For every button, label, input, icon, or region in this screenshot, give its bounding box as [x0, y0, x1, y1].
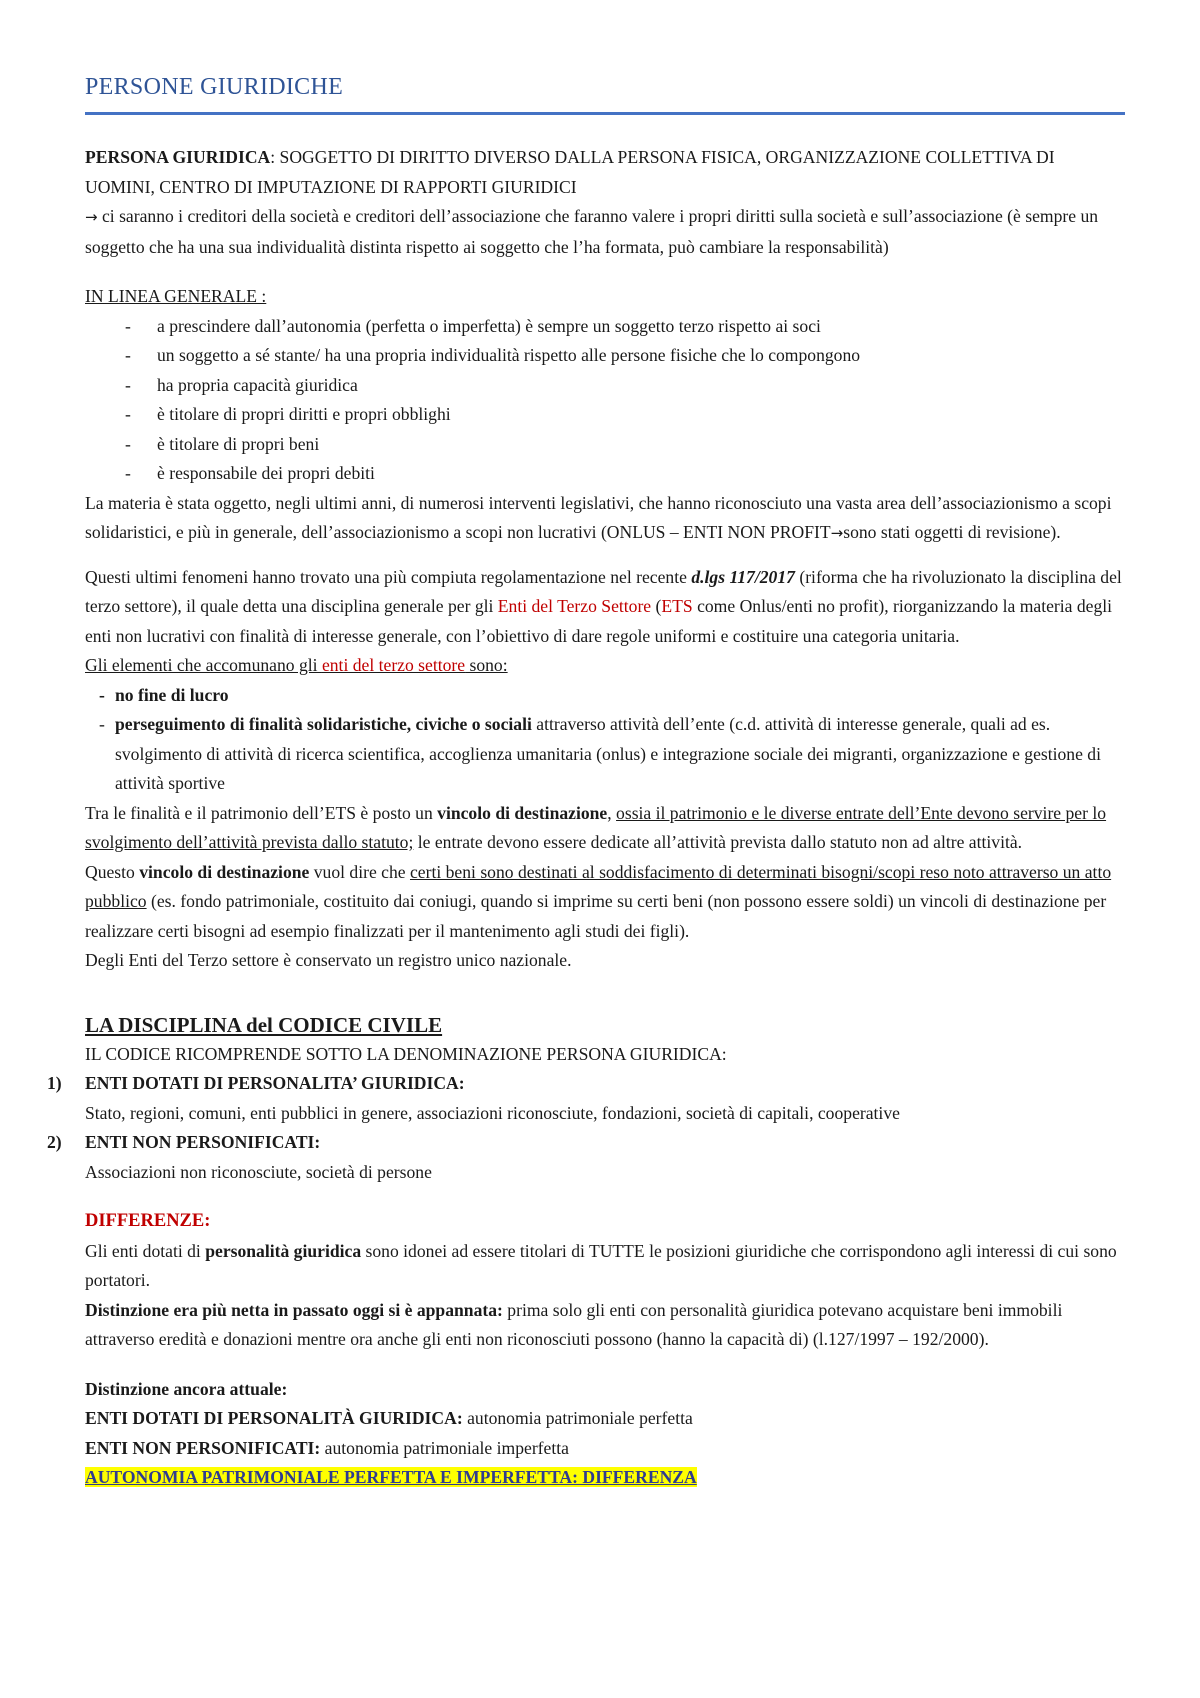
text-run: perseguimento di finalità solidaristiche, civiche o sociali — [115, 714, 532, 734]
arrow-right-icon: → — [830, 524, 844, 542]
list-number: 2) — [47, 1132, 62, 1152]
list-item: - è responsabile dei propri debiti — [125, 459, 1125, 489]
text-run: prima solo gli enti con personalità giuridica potevano acquistare beni immobili attraverso eredità e donazioni mentre ora anche gli enti non riconosciuti possono (hanno la capacità di) (l.127/1997 – 192/2000). — [85, 1299, 1063, 1349]
page-title: PERSONE GIURIDICHE — [85, 70, 1125, 115]
text-run: le entrate devono essere dedicate all’attività prevista dallo statuto non ad altre attività. — [413, 832, 1023, 852]
text-run: Gli elementi che accomunano gli — [85, 655, 322, 675]
codice-heading: LA DISCIPLINA del CODICE CIVILE — [85, 1012, 443, 1037]
list-item — [47, 1069, 1125, 1128]
text-run: certi beni sono destinati al soddisfacimento di determinati bisogni/scopi reso noto attraverso un atto pubblico — [85, 861, 1112, 911]
list-item-title: ENTI NON PERSONIFICATI: — [85, 1132, 321, 1152]
text-run: ENTI NON PERSONIFICATI: — [85, 1437, 321, 1458]
text-run: , — [607, 802, 617, 823]
vincolo-definition-paragraph — [85, 858, 1125, 947]
common-elements-list — [85, 681, 1125, 799]
general-paragraph-text: La materia è stata oggetto, negli ultimi anni, di numerosi interventi legislativi, che hanno riconosciuto una vasta area dell’associazionismo a scopi solidaristici, e più in generale, dell’associazionismo a scopi non lucrativi (ONLUS – ENTI NON PROFIT — [85, 492, 1112, 542]
codice-subheading: IL CODICE RICOMPRENDE SOTTO LA DENOMINAZIONE PERSONA GIURIDICA: — [85, 1043, 727, 1064]
list-item-title: ENTI DOTATI DI PERSONALITA’ GIURIDICA: — [85, 1073, 465, 1093]
text-run: sono idonei ad essere titolari di TUTTE le posizioni giuridiche che corrispondono agli interessi di cui sono portatori. — [85, 1240, 1117, 1290]
ets-link-text: enti del terzo settore — [321, 655, 466, 675]
intro-paragraph — [85, 143, 1125, 262]
list-item: - ha propria capacità giuridica — [125, 371, 1125, 401]
text-run: vuol dire che — [309, 861, 410, 882]
vincolo-paragraph — [85, 799, 1125, 858]
text-run: ( — [651, 596, 662, 616]
distinzione-passato-paragraph — [85, 1296, 1125, 1355]
text-run: Gli enti dotati di — [85, 1240, 206, 1261]
text-run: sono: — [465, 655, 508, 675]
general-heading: IN LINEA GENERALE : — [85, 286, 267, 306]
text-run: come Onlus/enti no profit), riorganizzando la materia degli enti non lucrativi con finalità di interesse generale, con l’obiettivo di dare regole uniformi e costituire una categoria unitaria. — [85, 596, 1113, 646]
law-reference: d.lgs 117/2017 — [691, 566, 795, 587]
text-run: Distinzione era più netta in passato oggi si è appannata: — [85, 1299, 503, 1320]
ets-paragraph — [85, 563, 1125, 652]
list-item — [99, 710, 1125, 799]
general-paragraph — [85, 489, 1125, 549]
list-item: - no fine di lucro — [99, 681, 1125, 711]
list-number: 1) — [47, 1073, 62, 1093]
ets-name: Enti del Terzo Settore — [497, 596, 652, 616]
autonomia-imperfetta-line — [85, 1434, 1125, 1464]
text-run: personalità giuridica — [205, 1240, 362, 1261]
differenze-heading: DIFFERENZE: — [85, 1211, 211, 1231]
general-list — [85, 312, 1125, 489]
list-item-text: Stato, regioni, comuni, enti pubblici in genere, associazioni riconosciute, fondazioni, società di capitali, cooperative — [85, 1102, 900, 1123]
intro-term: PERSONA GIURIDICA — [85, 147, 271, 167]
intro-text: ci saranno i creditori della società e creditori dell’associazione che faranno valere i propri diritti sulla società e sull’associazione (è sempre un soggetto che ha una sua individualità distinta rispetto ai soggetto che l’ha formata, può cambiare la responsabilità) — [85, 206, 1099, 257]
differenze-paragraph — [85, 1237, 1125, 1296]
autonomia-perfetta-line — [85, 1404, 1125, 1434]
text-run: vincolo di destinazione — [437, 802, 608, 823]
text-run: (es. fondo patrimoniale, costituito dai coniugi, quando si imprime su certi beni (non possono essere soldi) un vincoli di destinazione per realizzare certi bisogni ad esempio finalizzati per il mantenimento agli studi dei figli). — [85, 891, 1107, 941]
ets-abbreviation: ETS — [661, 596, 693, 616]
text-run: autonomia patrimoniale imperfetta — [320, 1437, 569, 1458]
common-elements-heading — [85, 651, 1125, 681]
text-run: autonomia patrimoniale perfetta — [462, 1408, 693, 1428]
text-run: Questo — [85, 861, 140, 882]
list-item — [47, 1128, 1125, 1187]
text-run: ENTI DOTATI DI PERSONALITÀ GIURIDICA: — [85, 1408, 463, 1428]
text-run: Questi ultimi fenomeni hanno trovato una più compiuta regolamentazione nel recente — [85, 566, 692, 587]
document-body — [47, 70, 1125, 1493]
general-paragraph-end: sono stati oggetti di revisione). — [843, 522, 1061, 542]
registro-paragraph: Degli Enti del Terzo settore è conservato un registro unico nazionale. — [85, 950, 572, 970]
list-item: - a prescindere dall’autonomia (perfetta o imperfetta) è sempre un soggetto terzo rispetto ai soci — [125, 312, 1125, 342]
intro-definition: : SOGGETTO DI DIRITTO DIVERSO DALLA PERSONA FISICA, ORGANIZZAZIONE COLLETTIVA DI UOMINI, CENTRO DI IMPUTAZIONE DI RAPPORTI GIURIDICI — [85, 147, 1055, 197]
text-run: ossia il patrimonio e le diverse entrate dell’Ente devono servire per lo svolgimento dell’attività prevista dallo statuto; — [85, 802, 1107, 852]
distinzione-attuale-heading: Distinzione ancora attuale: — [85, 1378, 288, 1399]
text-run: (riforma che ha rivoluzionato la disciplina del terzo settore), il quale detta una disciplina generale per gli — [85, 566, 1122, 616]
codice-list — [47, 1069, 1125, 1187]
text-run: vincolo di destinazione — [139, 861, 310, 882]
arrow-right-icon: → — [85, 208, 98, 226]
text-run: attraverso attività dell’ente (c.d. attività di interesse generale, quali ad es. svolgimento di attività di ricerca scientifica, accoglienza umanitaria (onlus) e integrazione sociale dei migranti, organizzazione e gestione di attività sportive — [115, 714, 1101, 793]
list-item: - è titolare di propri diritti e propri obblighi — [125, 400, 1125, 430]
highlight-text: AUTONOMIA PATRIMONIALE PERFETTA E IMPERFETTA: DIFFERENZA — [85, 1467, 697, 1487]
list-item-text: Associazioni non riconosciute, società di persone — [85, 1161, 432, 1182]
list-item: - è titolare di propri beni — [125, 430, 1125, 460]
highlighted-heading — [85, 1463, 1125, 1493]
list-item: - un soggetto a sé stante/ ha una propria individualità rispetto alle persone fisiche che lo compongono — [125, 341, 1125, 371]
text-run: Tra le finalità e il patrimonio dell’ETS è posto un — [85, 802, 438, 823]
